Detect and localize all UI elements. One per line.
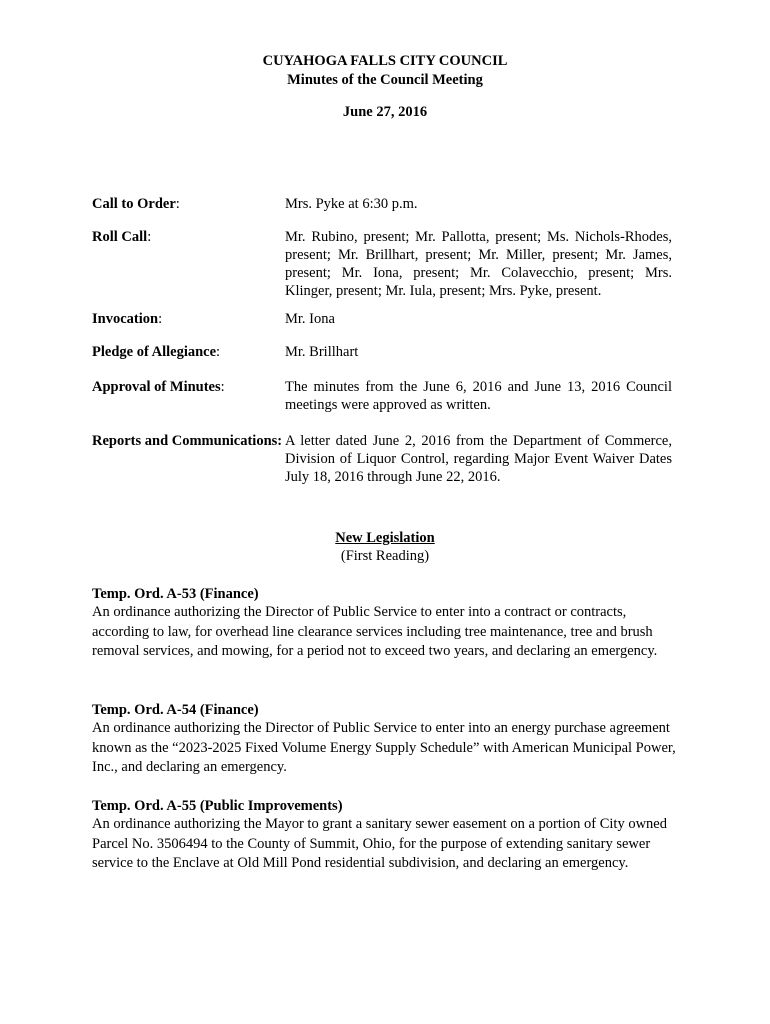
reports-label: Reports and Communications: — [92, 433, 283, 449]
reports-value: A letter dated June 2, 2016 from the Department of Commerce, Division of Liquor Control, regarding Major Event Waiver Dates July 18, 2016 through June 22, 2016. — [285, 433, 672, 485]
ordinance-item — [92, 701, 684, 778]
roll-call-value: Mr. Rubino, present; Mr. Pallotta, present; Ms. Nichols-Rhodes, present; Mr. Brillhart, present; Mr. Miller, present; Mr. James, present; Mr. Iona, present; Mr. Colavecchio, present; Mrs. Klinger, present; Mr. Iula, present; Mrs. Pyke, present. — [285, 229, 672, 299]
pledge-label: Pledge of Allegiance: — [92, 344, 221, 360]
first-reading-subheading: (First Reading) — [340, 548, 430, 564]
roll-call-label: Roll Call: — [92, 229, 152, 245]
ordinance-title: Temp. Ord. A-53 (Finance) — [92, 586, 259, 602]
ordinance-text: An ordinance authorizing the Mayor to grant a sanitary sewer easement on a portion of City owned Parcel No. 3506494 to the County of Summit, Ohio, for the purpose of extending sanitary sewer service to the Enclave at Old Mill Pond residential subdivision, and declaring an emergency. — [92, 816, 667, 871]
ordinance-text: An ordinance authorizing the Director of Public Service to enter into an energy purchase agreement known as the “2023-2025 Fixed Volume Energy Supply Schedule” with American Municipal Power, Inc., and declaring an emergency. — [92, 720, 676, 775]
meeting-date: June 27, 2016 — [342, 104, 428, 120]
approval-value: The minutes from the June 6, 2016 and June 13, 2016 Council meetings were approved as written. — [285, 379, 672, 413]
new-legislation-heading: New Legislation — [335, 530, 435, 546]
approval-label: Approval of Minutes: — [92, 379, 225, 395]
call-to-order-value: Mrs. Pyke at 6:30 p.m. — [285, 196, 418, 212]
ordinance-item — [92, 585, 684, 662]
ordinance-title: Temp. Ord. A-55 (Public Improvements) — [92, 798, 343, 814]
ordinance-text: An ordinance authorizing the Director of Public Service to enter into a contract or contracts, according to law, for overhead line clearance services including tree maintenance, tree and brush removal services, and mowing, for a period not to exceed two years, and declaring an emergency. — [92, 604, 658, 659]
ordinance-item — [92, 797, 684, 874]
invocation-label: Invocation: — [92, 311, 163, 327]
call-to-order-label: Call to Order: — [92, 196, 180, 212]
invocation-value: Mr. Iona — [285, 311, 335, 327]
pledge-value: Mr. Brillhart — [285, 344, 359, 360]
org-heading: CUYAHOGA FALLS CITY COUNCIL — [262, 53, 508, 69]
document-title: Minutes of the Council Meeting — [287, 72, 483, 88]
ordinance-title: Temp. Ord. A-54 (Finance) — [92, 702, 259, 718]
